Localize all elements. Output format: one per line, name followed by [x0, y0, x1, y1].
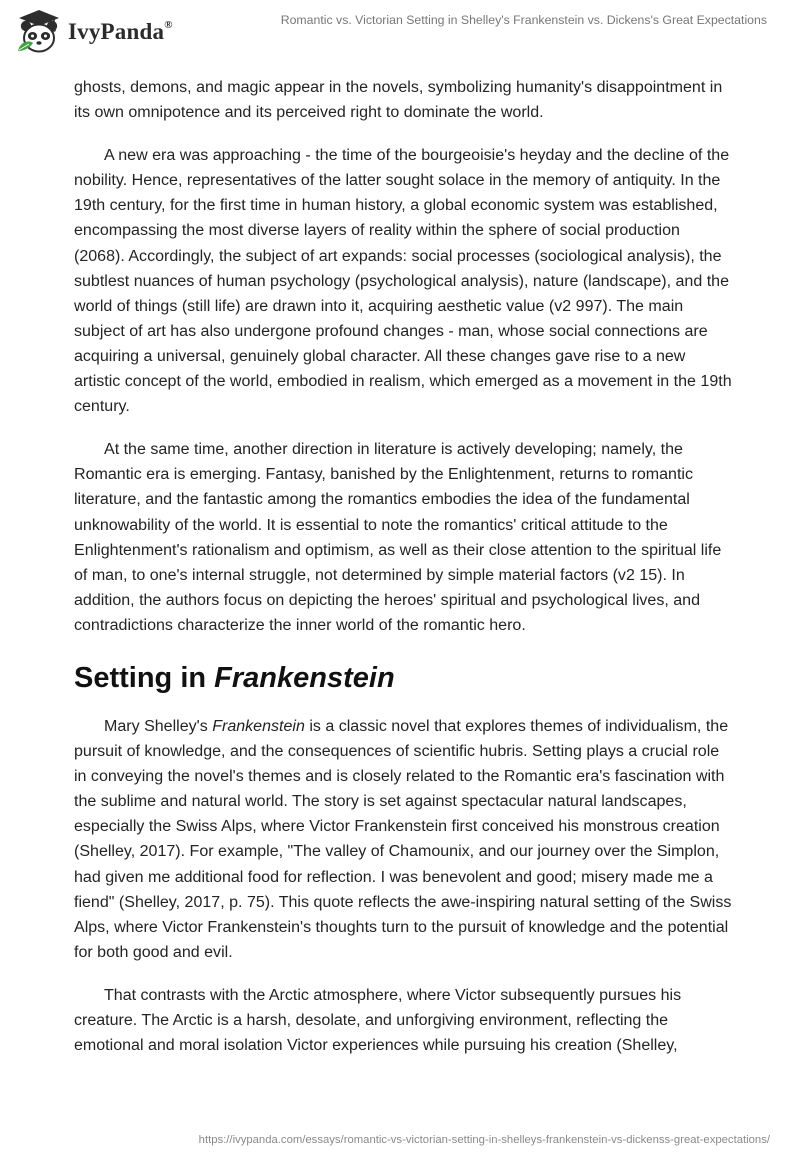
source-url[interactable]: https://ivypanda.com/essays/romantic-vs-victorian-setting-in-shelleys-frankenstein-vs-dickenss-great-expectations/ — [198, 1134, 770, 1146]
page-header — [0, 0, 800, 64]
article-body — [74, 75, 734, 1076]
paragraph-shelley-setting: Mary Shelley's Frankenstein is a classic novel that explores themes of individualism, the pursuit of knowledge, and the consequences of scientific hubris. Setting plays a crucial role in conveying the novel's themes and is closely related to the Romantic era's fascination with the sublime and natural world. The story is set against spectacular natural landscapes, especially the Swiss Alps, where Victor Frankenstein first conceived his monstrous creation (Shelley, 2017). For example, "The valley of Chamounix, and our journey over the Simplon, had given me additional food for reflection. I was benevolent and good; misery made me a fiend" (Shelley, 2017, p. 75). This quote reflects the awe-inspiring natural setting of the Swiss Alps, where Victor Frankenstein's thoughts turn to the pursuit of knowledge and the potential for both good and evil. — [74, 716, 732, 961]
panda-graduate-icon — [14, 7, 64, 57]
brand-name: IvyPanda® — [68, 19, 173, 44]
paragraph-continued: ghosts, demons, and magic appear in the novels, symbolizing humanity's disappointment in its own omnipotence and its perceived right to dominate the world. — [74, 78, 723, 122]
document-title: Romantic vs. Victorian Setting in Shelley's Frankenstein vs. Dickens's Great Expectations — [280, 13, 767, 27]
ivypanda-logo[interactable] — [14, 6, 173, 58]
section-heading-setting-frankenstein: Setting in Frankenstein — [74, 661, 395, 694]
paragraph-new-era: A new era was approaching - the time of the bourgeoisie's heyday and the decline of the nobility. Hence, representatives of the latter sought solace in the memory of antiquity. In the 19th century, for the first time in human history, a global economic system was established, encompassing the most diverse layers of reality within the sphere of social production (2068). Accordingly, the subject of art expands: social processes (sociological analysis), the subtlest nuances of human psychology (psychological analysis), nature (landscape), and the world of things (still life) are drawn into it, acquiring aesthetic value (v2 997). The main subject of art has also undergone profound changes - man, whose social connections are acquiring a universal, genuinely global character. All these changes gave rise to a new artistic concept of the world, embodied in realism, which emerged as a movement in the 19th century. — [74, 146, 732, 416]
paragraph-romantic-era: At the same time, another direction in literature is actively developing; namely, the Romantic era is emerging. Fantasy, banished by the Enlightenment, returns to romantic literature, and the fantastic among the romantics embodies the idea of the fundamental unknowability of the world. It is essential to note the romantics' critical attitude to the Enlightenment's rationalism and optimism, as well as their close attention to the spiritual life of man, to one's internal struggle, not determined by simple material factors (v2 15). In addition, the authors focus on depicting the heroes' spiritual and psychological lives, and contradictions characterize the inner world of the romantic hero. — [74, 440, 722, 634]
paragraph-arctic: That contrasts with the Arctic atmosphere, where Victor subsequently pursues his creature. The Arctic is a harsh, desolate, and unforgiving environment, reflecting the emotional and moral isolation Victor experiences while pursuing his creation (Shelley, — [74, 985, 682, 1055]
